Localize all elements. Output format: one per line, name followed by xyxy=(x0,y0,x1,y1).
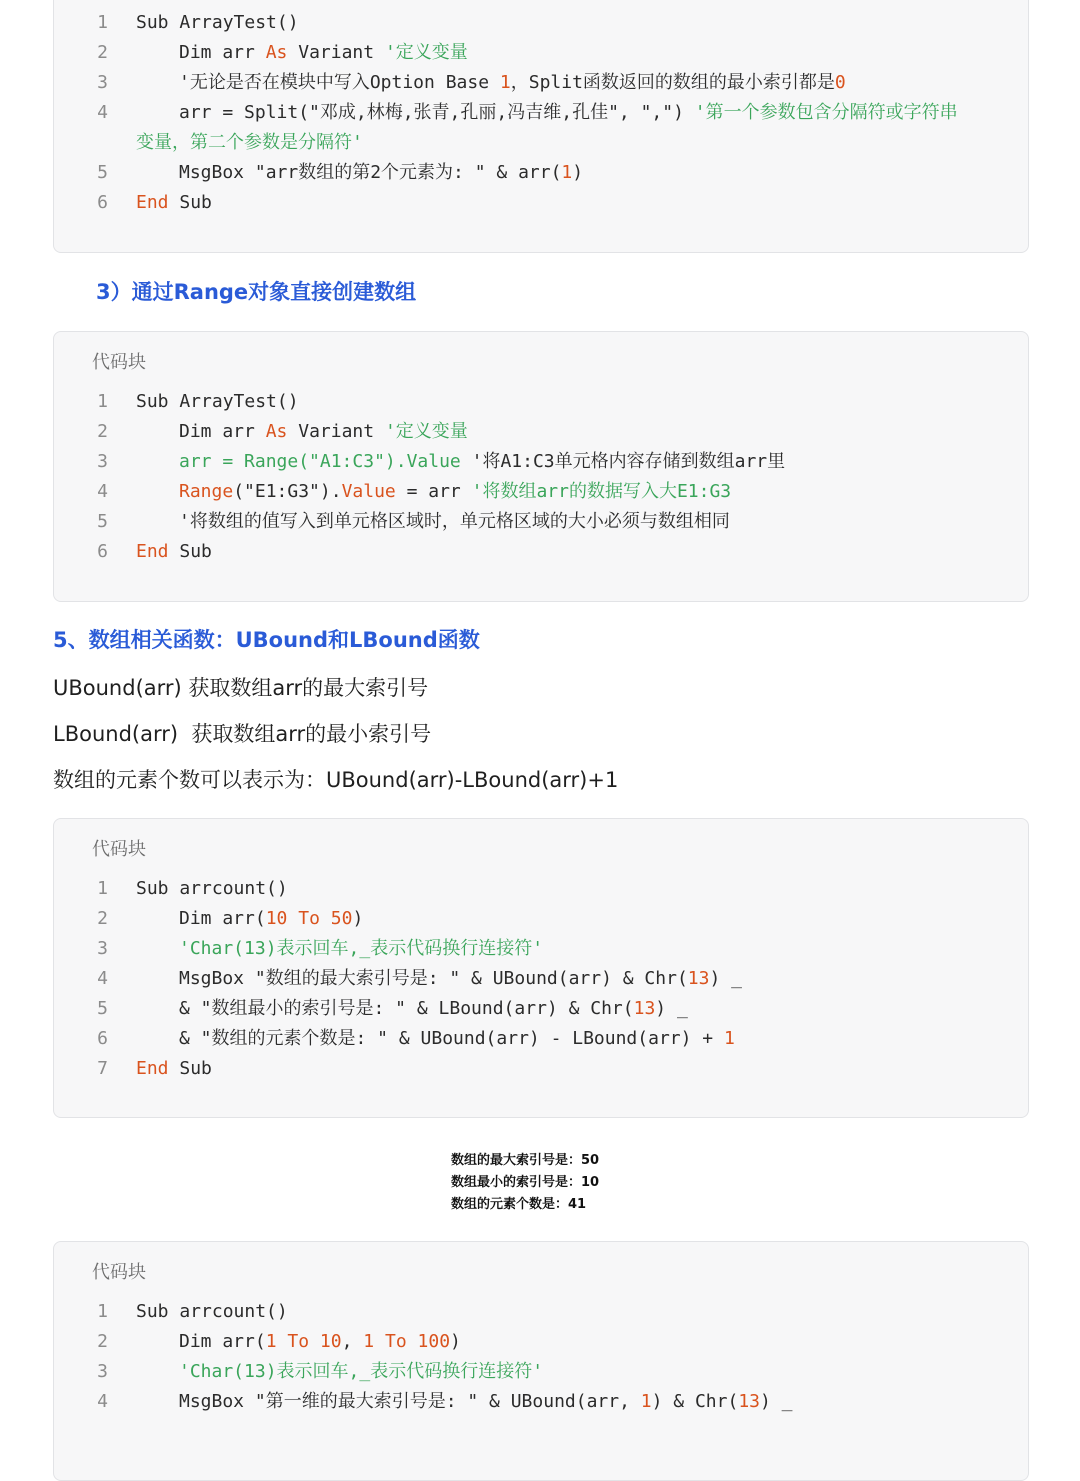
code-token: ) & Chr( xyxy=(651,1391,739,1412)
code-line xyxy=(54,1024,1028,1054)
code-text xyxy=(179,1387,793,1417)
code-token: Value xyxy=(341,481,396,502)
code-text xyxy=(179,994,688,1024)
code-token: '定义变量 xyxy=(384,421,468,442)
code-token: 13 xyxy=(633,998,656,1019)
line-number: 3 xyxy=(97,72,108,93)
code-token: Sub ArrayTest() xyxy=(136,12,299,33)
code-block-title: 代码块 xyxy=(92,839,146,860)
code-text xyxy=(136,1297,288,1327)
code-token: 1 xyxy=(561,162,573,183)
line-number: 1 xyxy=(97,391,108,412)
code-token: '将数组arr的数据写入大E1:G3 xyxy=(471,481,732,502)
code-line xyxy=(54,994,1028,1024)
code-token: To xyxy=(298,908,320,929)
code-block-title: 代码块 xyxy=(92,1262,146,1283)
msgbox-line-min: 数组最小的索引号是：10 xyxy=(451,1175,600,1190)
code-token: Variant xyxy=(287,42,385,63)
msgbox-line-max: 数组的最大索引号是：50 xyxy=(451,1153,600,1168)
code-text xyxy=(136,874,288,904)
line-number: 2 xyxy=(97,42,108,63)
code-line xyxy=(54,537,1028,567)
code-token: 100 xyxy=(417,1331,451,1352)
msgbox-line-count: 数组的元素个数是：41 xyxy=(451,1197,587,1212)
code-token: '无论是否在模块中写入Option Base xyxy=(179,72,500,93)
code-token: Dim arr( xyxy=(179,1331,266,1352)
code-text xyxy=(179,1327,461,1357)
code-token: Dim arr( xyxy=(179,908,266,929)
code-block-1 xyxy=(53,0,1029,253)
code-token: MsgBox "数组的最大索引号是: " & UBound(arr) & Chr( xyxy=(179,968,688,989)
section-heading: 5、数组相关函数：UBound和LBound函数 xyxy=(53,628,480,652)
code-token: & "数组的元素个数是: " & UBound(arr) - LBound(arr) + xyxy=(179,1028,724,1049)
code-token: Range xyxy=(179,481,234,502)
code-token: 'Char(13)表示回车,_表示代码换行连接符' xyxy=(179,938,544,959)
code-token: Sub arrcount() xyxy=(136,878,288,899)
line-number: 3 xyxy=(97,1361,108,1382)
line-number: 2 xyxy=(97,908,108,929)
section-subheading: 3）通过Range对象直接创建数组 xyxy=(96,280,417,304)
code-line xyxy=(54,387,1028,417)
line-number: 2 xyxy=(97,1331,108,1352)
code-token: , xyxy=(341,1331,364,1352)
code-line xyxy=(54,68,1028,98)
line-number: 4 xyxy=(97,481,108,502)
code-token xyxy=(407,1331,418,1352)
code-token: ) xyxy=(352,908,364,929)
code-token: End xyxy=(136,1058,169,1079)
line-number: 1 xyxy=(97,1301,108,1322)
code-block-2 xyxy=(53,331,1029,602)
line-number: 2 xyxy=(97,421,108,442)
code-token: To xyxy=(384,1331,407,1352)
code-token: Dim arr xyxy=(179,42,266,63)
msgbox-output xyxy=(451,1150,599,1216)
code-token: ，Split函数返回的数组的最小索引都是 xyxy=(510,72,835,93)
paragraph-ubound: UBound(arr) 获取数组arr的最大索引号 xyxy=(53,676,429,700)
code-token xyxy=(277,1331,288,1352)
code-text xyxy=(179,447,785,477)
code-token: 10 xyxy=(319,1331,342,1352)
code-token: 1 xyxy=(265,1331,277,1352)
code-token: 10 xyxy=(265,908,288,929)
paragraph-lbound: LBound(arr) 获取数组arr的最小索引号 xyxy=(53,722,432,746)
code-line xyxy=(54,1327,1028,1357)
code-text xyxy=(179,934,543,964)
code-token: Sub xyxy=(168,541,212,562)
code-token: End xyxy=(136,192,169,213)
line-number: 6 xyxy=(97,541,108,562)
code-token: Sub xyxy=(168,1058,212,1079)
code-text xyxy=(179,904,363,934)
line-number: 7 xyxy=(97,1058,108,1079)
code-token: 13 xyxy=(738,1391,760,1412)
code-text xyxy=(179,1024,735,1054)
code-line xyxy=(54,8,1028,38)
code-line xyxy=(54,188,1028,218)
line-number: 1 xyxy=(97,878,108,899)
code-line xyxy=(54,477,1028,507)
code-text xyxy=(179,964,742,994)
code-token xyxy=(374,1331,385,1352)
code-token xyxy=(320,908,331,929)
paragraph-count: 数组的元素个数可以表示为：UBound(arr)-LBound(arr)+1 xyxy=(53,768,619,792)
line-number: 6 xyxy=(97,192,108,213)
code-token: Sub ArrayTest() xyxy=(136,391,299,412)
code-token: Variant xyxy=(287,421,385,442)
code-line xyxy=(54,904,1028,934)
code-block-4 xyxy=(53,1241,1029,1481)
code-line xyxy=(54,1054,1028,1084)
code-line xyxy=(54,507,1028,537)
code-token: Dim arr xyxy=(179,421,266,442)
code-line xyxy=(54,1387,1028,1417)
line-number: 3 xyxy=(97,451,108,472)
code-token: 13 xyxy=(687,968,710,989)
code-token: 1 xyxy=(363,1331,375,1352)
code-token: ) _ xyxy=(760,1391,793,1412)
line-number: 4 xyxy=(97,1391,108,1412)
code-line xyxy=(54,934,1028,964)
line-number: 3 xyxy=(97,938,108,959)
code-block-title: 代码块 xyxy=(92,352,146,373)
code-line xyxy=(54,1297,1028,1327)
code-token: '将数组的值写入到单元格区域时，单元格区域的大小必须与数组相同 xyxy=(179,511,730,532)
code-token: ) xyxy=(572,162,584,183)
code-token: 'Char(13)表示回车,_表示代码换行连接符' xyxy=(179,1361,544,1382)
code-text xyxy=(136,387,299,417)
code-token xyxy=(287,908,298,929)
code-line xyxy=(54,874,1028,904)
line-number: 5 xyxy=(97,162,108,183)
code-token: '第一个参数包含分隔符或字符串 xyxy=(694,102,958,123)
code-token: MsgBox "arr数组的第2个元素为: " & arr( xyxy=(179,162,562,183)
code-line xyxy=(54,38,1028,68)
code-line xyxy=(54,964,1028,994)
code-token: End xyxy=(136,541,169,562)
code-line xyxy=(54,1357,1028,1387)
code-block-3 xyxy=(53,818,1029,1118)
code-text xyxy=(136,537,212,567)
code-text xyxy=(179,477,731,507)
code-line xyxy=(54,417,1028,447)
line-number: 1 xyxy=(97,12,108,33)
code-line-wrap: 变量，第二个参数是分隔符' xyxy=(136,132,363,153)
code-text xyxy=(179,68,846,98)
code-token: arr = Split("邓成,林梅,张青,孔丽,冯吉维,孔佳", ",") xyxy=(179,102,695,123)
code-token: '将A1:C3单元格内容存储到数组arr里 xyxy=(471,451,786,472)
code-token: & "数组最小的索引号是: " & LBound(arr) & Chr( xyxy=(179,998,634,1019)
code-text xyxy=(179,98,958,128)
code-text xyxy=(136,1054,212,1084)
code-token: MsgBox "第一维的最大索引号是: " & UBound(arr, xyxy=(179,1391,641,1412)
code-token: 1 xyxy=(640,1391,652,1412)
line-number: 4 xyxy=(97,968,108,989)
code-token: 1 xyxy=(723,1028,735,1049)
code-token: arr = Range("A1:C3").Value xyxy=(179,451,472,472)
code-token: 50 xyxy=(330,908,353,929)
code-token: 1 xyxy=(499,72,511,93)
line-number: 6 xyxy=(97,1028,108,1049)
code-token: ("E1:G3"). xyxy=(233,481,342,502)
line-number: 5 xyxy=(97,998,108,1019)
code-token: To xyxy=(287,1331,310,1352)
code-token: As xyxy=(265,421,288,442)
code-line xyxy=(54,158,1028,188)
code-token: Sub xyxy=(168,192,212,213)
code-token: 0 xyxy=(834,72,846,93)
code-text xyxy=(179,507,730,537)
line-number: 5 xyxy=(97,511,108,532)
code-line xyxy=(54,447,1028,477)
code-token: ) xyxy=(450,1331,461,1352)
code-text xyxy=(179,417,468,447)
code-text xyxy=(136,8,299,38)
code-token xyxy=(309,1331,320,1352)
code-text xyxy=(136,188,212,218)
code-line xyxy=(54,98,1028,128)
code-text xyxy=(179,158,583,188)
code-token: Sub arrcount() xyxy=(136,1301,288,1322)
code-text xyxy=(179,38,468,68)
code-text xyxy=(179,1357,543,1387)
code-token: ) _ xyxy=(709,968,742,989)
line-number: 4 xyxy=(97,102,108,123)
code-token: ) _ xyxy=(655,998,688,1019)
code-token: '定义变量 xyxy=(384,42,468,63)
code-token: = arr xyxy=(395,481,472,502)
code-token: As xyxy=(265,42,288,63)
